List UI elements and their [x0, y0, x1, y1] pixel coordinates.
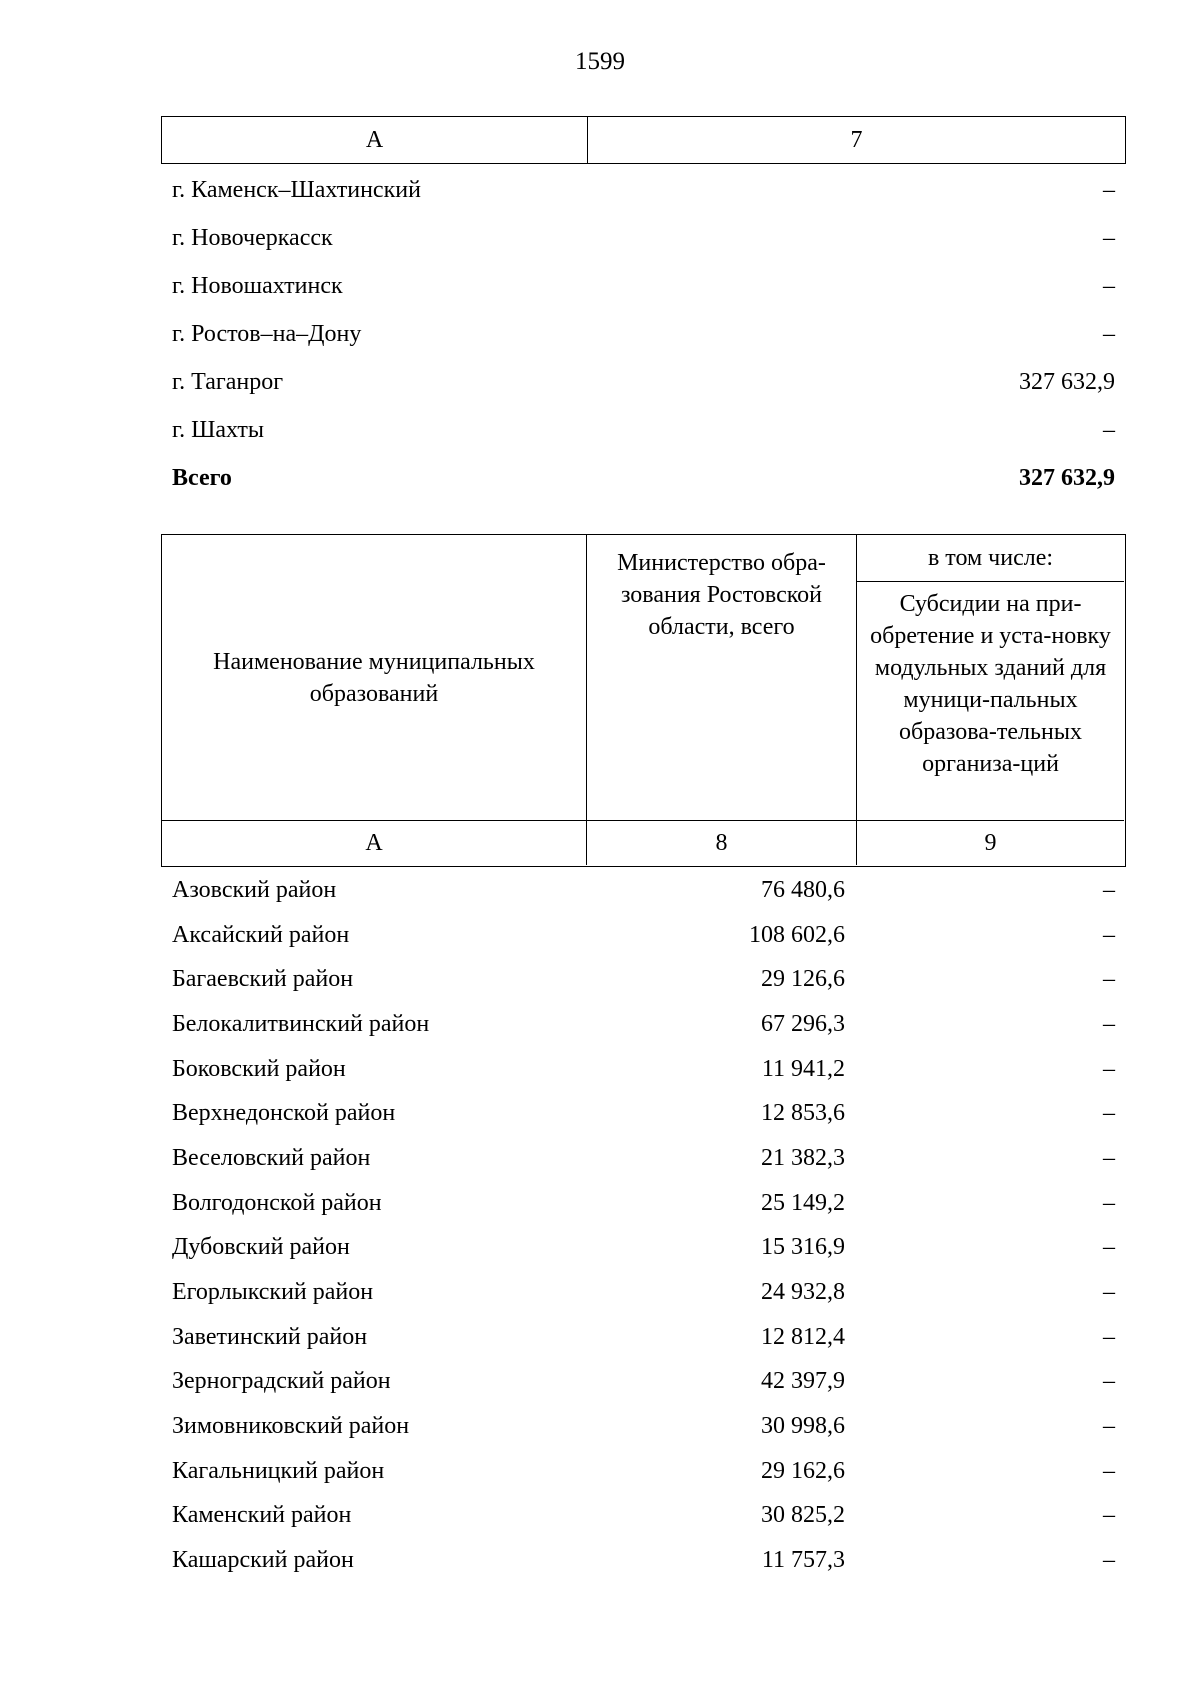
row-total: 21 382,3 — [761, 1144, 845, 1171]
row-total: 67 296,3 — [761, 1010, 845, 1037]
table1-body — [161, 166, 1126, 502]
table-row — [161, 1494, 1126, 1539]
row-name: г. Новошахтинск — [172, 272, 343, 299]
row-name: г. Шахты — [172, 416, 265, 443]
row-name: Егорлыкский район — [172, 1279, 374, 1306]
row-subsidy: – — [1103, 966, 1115, 993]
table1-header-col-a: А — [162, 117, 588, 163]
table-row — [161, 1002, 1126, 1047]
row-value: – — [1103, 416, 1115, 443]
row-name: Азовский район — [172, 876, 337, 903]
table-row — [161, 957, 1126, 1002]
row-value: – — [1103, 320, 1115, 347]
row-value: – — [1103, 224, 1115, 251]
header-index-9: 9 — [857, 820, 1124, 865]
header-municipality-name-text: Наименование муниципальных образований — [213, 648, 535, 707]
row-name: г. Ростов–на–Дону — [172, 320, 362, 347]
row-name: Зимовниковский район — [172, 1413, 410, 1440]
row-total: 30 998,6 — [761, 1413, 845, 1440]
table-row — [161, 406, 1126, 454]
row-name: Кашарский район — [172, 1547, 354, 1574]
row-total: 25 149,2 — [761, 1189, 845, 1216]
total-label: Всего — [172, 464, 232, 491]
table1-header — [161, 116, 1126, 164]
row-name: Веселовский район — [172, 1144, 371, 1171]
header-subsidy: Субсидии на при-обретение и уста-новку модульных зданий для муници-пальных образова-тельных организа-ций — [870, 591, 1111, 777]
table-row — [161, 868, 1126, 913]
table-row — [161, 913, 1126, 958]
row-subsidy: – — [1103, 921, 1115, 948]
row-name: Боковский район — [172, 1055, 346, 1082]
row-subsidy: – — [1103, 1457, 1115, 1484]
row-name: Каменский район — [172, 1502, 352, 1529]
row-value: 327 632,9 — [1019, 368, 1115, 395]
row-name: Верхнедонской район — [172, 1100, 396, 1127]
table-row — [161, 1181, 1126, 1226]
row-subsidy: – — [1103, 876, 1115, 903]
row-subsidy: – — [1103, 1413, 1115, 1440]
row-value: – — [1103, 272, 1115, 299]
table-row — [161, 262, 1126, 310]
table-row — [161, 1270, 1126, 1315]
row-total: 24 932,8 — [761, 1279, 845, 1306]
row-total: 12 812,4 — [761, 1323, 845, 1350]
row-name: г. Таганрог — [172, 368, 284, 395]
row-subsidy: – — [1103, 1189, 1115, 1216]
table-row — [161, 1226, 1126, 1271]
row-total: 30 825,2 — [761, 1502, 845, 1529]
row-name: Дубовский район — [172, 1234, 350, 1261]
header-index-8: 8 — [587, 820, 857, 865]
table-row — [161, 166, 1126, 214]
row-name: Зерноградский район — [172, 1368, 391, 1395]
total-value: 327 632,9 — [1019, 464, 1115, 491]
table-row — [161, 214, 1126, 262]
row-total: 11 941,2 — [761, 1055, 845, 1082]
row-total: 42 397,9 — [761, 1368, 845, 1395]
table1-header-col-7: 7 — [850, 126, 863, 153]
row-name: Белокалитвинский район — [172, 1010, 430, 1037]
table-row — [161, 1091, 1126, 1136]
table-row — [161, 1136, 1126, 1181]
row-name: Заветинский район — [172, 1323, 368, 1350]
header-including: в том числе: — [857, 535, 1124, 582]
row-subsidy: – — [1103, 1055, 1115, 1082]
row-total: 76 480,6 — [761, 876, 845, 903]
row-subsidy: – — [1103, 1010, 1115, 1037]
row-subsidy: – — [1103, 1502, 1115, 1529]
row-subsidy: – — [1103, 1234, 1115, 1261]
table-row — [161, 1449, 1126, 1494]
table2-body — [161, 868, 1126, 1583]
page-number: 1599 — [575, 48, 625, 75]
table-row — [161, 310, 1126, 358]
row-name: Кагальницкий район — [172, 1457, 385, 1484]
table-row — [161, 1360, 1126, 1405]
row-name: г. Каменск–Шахтинский — [172, 176, 421, 203]
row-name: Багаевский район — [172, 966, 354, 993]
table-row — [161, 358, 1126, 406]
row-value: – — [1103, 176, 1115, 203]
row-name: Волгодонской район — [172, 1189, 382, 1216]
row-subsidy: – — [1103, 1547, 1115, 1574]
table2-header — [161, 534, 1126, 867]
row-subsidy: – — [1103, 1323, 1115, 1350]
row-total: 12 853,6 — [761, 1100, 845, 1127]
table-row — [161, 1315, 1126, 1360]
row-total: 15 316,9 — [761, 1234, 845, 1261]
total-row — [161, 454, 1126, 502]
row-total: 108 602,6 — [749, 921, 845, 948]
table-row — [161, 1047, 1126, 1092]
header-index-a: А — [162, 820, 587, 865]
header-ministry-total: Министерство обра-зования Ростовской области, всего — [587, 535, 857, 820]
row-subsidy: – — [1103, 1368, 1115, 1395]
row-subsidy: – — [1103, 1144, 1115, 1171]
row-total: 29 126,6 — [761, 966, 845, 993]
row-subsidy: – — [1103, 1100, 1115, 1127]
table-row — [161, 1404, 1126, 1449]
row-name: Аксайский район — [172, 921, 350, 948]
row-subsidy: – — [1103, 1279, 1115, 1306]
row-total: 11 757,3 — [761, 1547, 845, 1574]
table-row — [161, 1538, 1126, 1583]
row-name: г. Новочеркасск — [172, 224, 333, 251]
row-total: 29 162,6 — [761, 1457, 845, 1484]
header-municipality-name — [162, 535, 587, 820]
